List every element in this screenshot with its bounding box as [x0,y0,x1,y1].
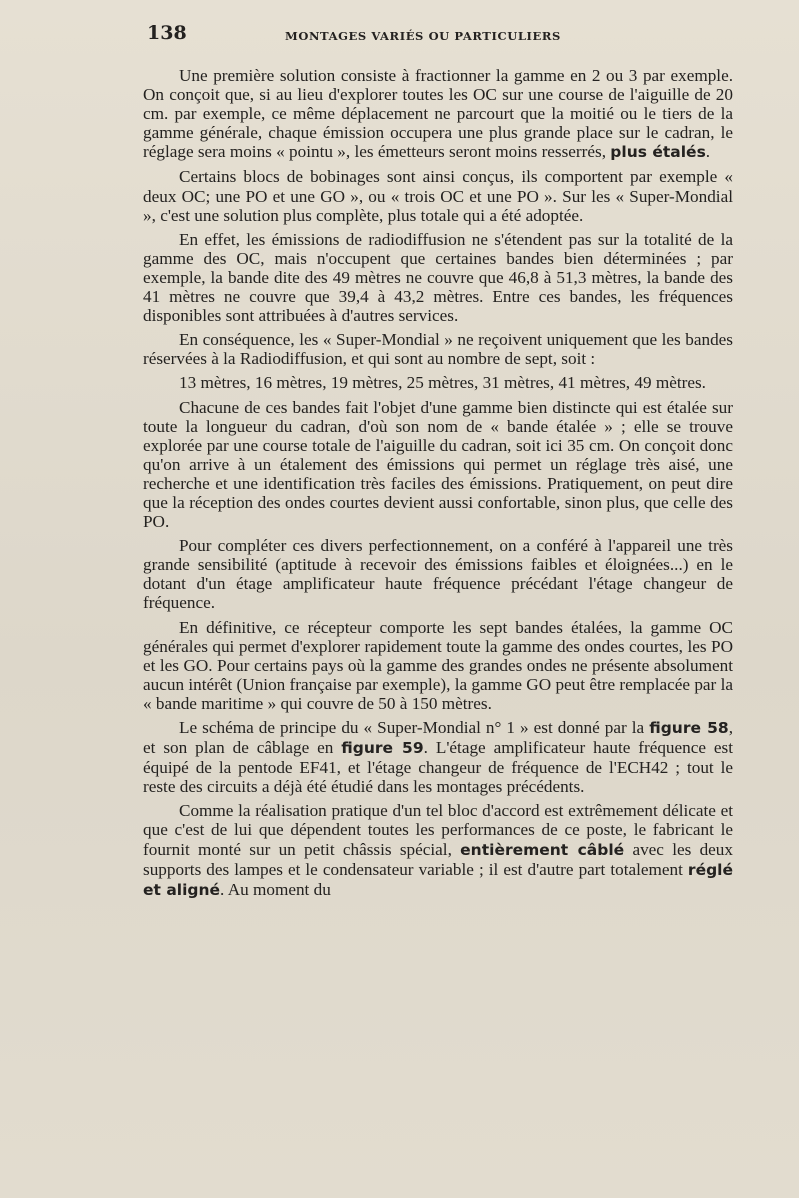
paragraph-10-emphasis-2: réglé et aligné [143,860,733,899]
running-title: MONTAGES VARIÉS OU PARTICULIERS [285,29,561,43]
paragraph-8 [143,618,733,713]
page-header [147,22,607,52]
bands-list [143,373,733,392]
figure-58-ref: figure 58 [649,719,729,737]
paragraph-3 [143,230,733,325]
paragraph-9-text-mid: , et son plan de câblage en [143,718,733,758]
paragraph-10-text-mid: avec les deux supports des lampes et le condensateur variable ; il est d'autre part totalement [143,839,733,879]
figure-59-ref: figure 59 [341,739,424,758]
paragraph-1-emphasis: plus étalés [610,143,706,162]
paragraph-3-text: En effet, les émissions de radiodiffusion ne s'étendent pas sur la totalité de la gamme des OC, mais n'occupent que certaines bandes bien déterminées ; par exemple, la bande dite des 49 mètres ne couvre que 46,8 à 51,3 mètres, la bande des 41 mètres ne couvre que 39,4 à 43,2 mètres. Entre ces bandes, les fréquences disponibles sont attribuées à d'autres services. [143,229,733,326]
paragraph-2 [143,167,733,224]
paragraph-4 [143,330,733,368]
paragraph-6-text: Chacune de ces bandes fait l'objet d'une gamme bien distincte qui est étalée sur toute la longueur du cadran, d'où son nom de « bande étalée » ; elle se trouve explorée par une course totale de l'aiguille du cadran, soit ici 35 cm. On conçoit donc qu'on arrive à un étalement des émissions qui permet un réglage très aisé, une recherche et une identification très faciles des émissions. Pratiquement, on peut dire que la réception des ondes courtes devient aussi confortable, sinon plus, que celle des PO. [143,397,733,532]
page-number: 138 [147,22,187,44]
paragraph-9-text-end: . L'étage amplificateur haute fréquence est équipé de la pentode EF41, et l'étage changeur de fréquence de l'ECH42 ; tout le reste des circuits a déjà été étudié dans les montages précédents. [143,738,733,797]
bands-list-text: 13 mètres, 16 mètres, 19 mètres, 25 mètres, 31 mètres, 41 mètres, 49 mètres. [179,373,706,393]
body-text [143,66,733,905]
paragraph-4-text: En conséquence, les « Super-Mondial » ne reçoivent uniquement que les bandes réservées à la Radiodiffusion, et qui sont au nombre de sept, soit : [143,330,733,369]
paragraph-9-text: Le schéma de principe du « Super-Mondial n° 1 » est donné par la [179,718,650,737]
paragraph-10 [143,801,733,899]
paragraph-6 [143,398,733,532]
paragraph-1-text: Une première solution consiste à fractionner la gamme en 2 ou 3 par exemple. On conçoit que, si au lieu d'explorer toutes les OC sur une course de l'aiguille de 20 cm. par exemple, ce même déplacement ne parcourt que la moitié ou le tiers de la gamme générale, chaque émission occupera une plus grande place sur le cadran, le réglage sera moins « pointu », les émetteurs seront moins resserrés, [143,66,733,162]
paragraph-10-text: Comme la réalisation pratique d'un tel bloc d'accord est extrêmement délicate et que c'est de lui que dépendent toutes les performances de ce poste, le fabricant le fournit monté sur un petit châssis spécial, [143,801,733,859]
paragraph-1 [143,66,733,162]
paragraph-10-emphasis-1: entièrement câblé [460,840,625,859]
paragraph-1-text-after: . [705,142,711,162]
paragraph-10-text-end: . Au moment du [220,879,331,899]
paragraph-2-text: Certains blocs de bobinages sont ainsi conçus, ils comportent par exemple « deux OC; une PO et une GO », ou « trois OC et une PO ». Sur les « Super-Mondial », c'est une solution plus complète, plus totale qui a été adoptée. [143,167,733,225]
paragraph-8-text: En définitive, ce récepteur comporte les sept bandes étalées, la gamme OC générales qui permet d'explorer rapidement toute la gamme des ondes courtes, les PO et les GO. Pour certains pays où la gamme des grandes ondes ne présente absolument aucun intérêt (Union française par exemple), la gamme GO peut être remplacée par la « bande maritime » qui couvre de 50 à 150 mètres. [143,617,733,713]
paragraph-7-text: Pour compléter ces divers perfectionnement, on a conféré à l'appareil une très grande sensibilité (aptitude à recevoir des émissions faibles et éloignées...) en le dotant d'un étage amplificateur haute fréquence précédant l'étage changeur de fréquence. [143,536,733,613]
paragraph-9 [143,718,733,796]
paragraph-7 [143,536,733,612]
